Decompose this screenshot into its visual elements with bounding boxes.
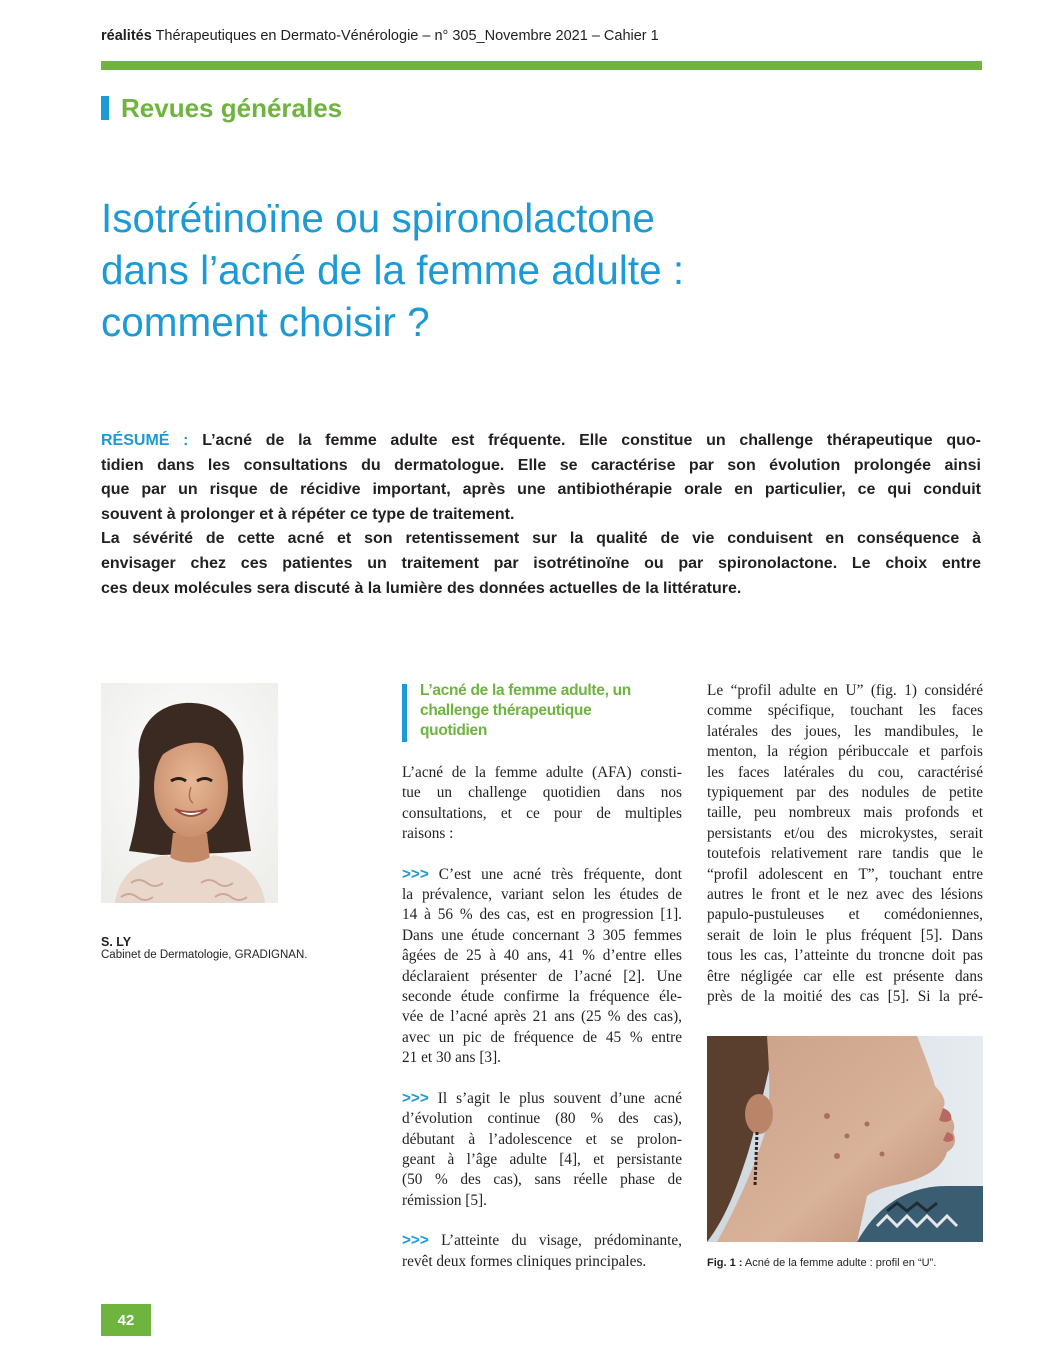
text-line: taille, peu nombreux mais profonds et [707,804,983,822]
text-line: être négligée car elle est présente dans [707,967,983,985]
title-line: dans l’acné de la femme adulte : [101,247,685,293]
text-line: autres le front et le nez avec des lésions [707,886,983,904]
text-line: papulo-pustuleuses et comédoniennes, [707,906,983,924]
text-line: >>> L’atteinte du visage, prédominante, [402,1232,682,1250]
section-label [101,93,342,123]
text-line: typiquement par des nodules de petite [707,784,983,802]
text-line: toutefois relativement rare tandis que le [707,845,983,863]
text-line: >>> C’est une acné très fréquente, dont [402,865,682,883]
text-line: >>> Il s’agit le plus souvent d’une acné [402,1089,682,1107]
paragraph-bullet-1 [402,865,682,1069]
author-portrait-image [101,683,278,903]
clinical-photo-image [707,1036,983,1242]
subheading-marker-bar [402,684,407,742]
subheading-line: L’acné de la femme adulte, un [420,682,631,699]
text-line: latérales des joues, les mandibules, le [707,722,983,740]
article-title [101,192,961,348]
section-marker-bar [101,96,109,120]
text-line: d’évolution continue (80 % des cas), [402,1110,682,1128]
text-line: la prévalence, variant selon les études de [402,886,682,904]
text-line: les faces latérales du cou, caractérisé [707,763,983,781]
text-line: Le “profil adulte en U” (fig. 1) considéré [707,682,983,699]
text-line: tue un challenge quotidien dans nos [402,784,682,802]
subheading [402,681,682,741]
text-line: consultations, et ce pour de multiples [402,804,682,822]
body-column-1 [402,681,682,1272]
summary-line: envisager chez ces patientes un traitement par isotrétinoïne ou par spironolactone. Le choix entre [101,554,981,572]
bullet-arrows-icon: >>> [402,1232,429,1250]
title-line: Isotrétinoïne ou spironolactone [101,195,655,241]
author-affiliation: Cabinet de Dermatologie, GRADIGNAN. [101,949,308,961]
text-line: Dans une étude concernant 3 305 femmes [402,926,682,944]
text-line: avec un pic de fréquence de 45 % entre [402,1028,682,1046]
summary-label: RÉSUMÉ : [101,432,189,449]
text-line: près de la moitié des cas [5]. Si la pré- [707,988,983,1006]
running-header [101,28,659,44]
text-line: (50 % des cas), sans réelle phase de [402,1171,682,1189]
journal-brand: réalités [101,28,152,44]
text-line: âgées de 25 à 40 ans, 41 % d’entre elles [402,947,682,965]
section-title: Revues générales [121,92,343,123]
summary-line [101,429,981,454]
bullet-arrows-icon: >>> [402,865,429,883]
text-line: 21 et 30 ans [3]. [402,1049,501,1067]
summary [101,429,981,601]
text-line: serait de loin le plus fréquent [5]. Dans [707,926,983,944]
summary-text: L’acné de la femme adulte est fréquente. Elle constitue un challenge thérapeutique quo- [188,432,982,449]
summary-line: ces deux molécules sera discuté à la lumière des données actuelles de la littérature. [101,579,742,597]
text-line: 14 à 56 % des cas, est en progression [1]. [402,906,682,924]
figure-1-image [707,1036,983,1242]
text-line: persistants et/ou des microkystes, serait [707,824,983,842]
author-name: S. LY [101,935,132,949]
text-line: déclaraient présenter de l’acné [2]. Une [402,967,682,985]
paragraph-bullet-3 [402,1231,682,1272]
summary-line: que par un risque de récidive important, après une antibiothérapie orale en particulier, ce qui conduit [101,481,981,499]
text-line: comme spécifique, touchant les faces [707,702,983,720]
subheading-line: challenge thérapeutique [420,702,592,719]
summary-line: souvent à prolonger et à répéter ce type de traitement. [101,505,515,523]
text-line: geant à l’âge adulte [4], et persistante [402,1150,682,1168]
author-photo [101,683,278,903]
paragraph-intro [402,763,682,845]
text-line: L’acné de la femme adulte (AFA) consti- [402,764,682,781]
header-rule [101,61,982,70]
text-line: rémission [5]. [402,1191,487,1209]
text-line: tous les cas, l’atteinte du troncne doit pas [707,947,983,965]
text-line: vée de l’acné après 21 ans (25 % des cas), [402,1008,682,1026]
text-line: “profil adolescent en T”, touchant entre [707,865,983,883]
figure-caption [707,1257,936,1269]
title-line: comment choisir ? [101,299,430,345]
text-line: seconde étude confirme la fréquence éle- [402,988,682,1006]
journal-issue: Thérapeutiques en Dermato-Vénérologie – n° 305_Novembre 2021 – Cahier 1 [155,28,659,44]
text-line: revêt deux formes cliniques principales. [402,1252,647,1270]
paragraph-bullet-2 [402,1089,682,1211]
body-column-2 [707,681,983,1008]
text-line: menton, la région péribuccale et parfois [707,743,983,761]
text-line: raisons : [402,825,454,843]
summary-line: tidien dans les consultations du dermatologue. Elle se caractérise par son évolution prolongée ainsi [101,456,981,474]
page-number-box [101,1304,151,1336]
subheading-line: quotidien [420,722,488,739]
figure-caption-text: Acné de la femme adulte : profil en “U”. [742,1257,937,1269]
text-line: débutant à l’adolescence et se prolon- [402,1130,682,1148]
figure-label: Fig. 1 : [707,1257,743,1269]
bullet-arrows-icon: >>> [402,1089,429,1107]
summary-line: La sévérité de cette acné et son retentissement sur la qualité de vie conduisent en conséquence à [101,530,981,548]
page-number: 42 [117,1311,135,1329]
